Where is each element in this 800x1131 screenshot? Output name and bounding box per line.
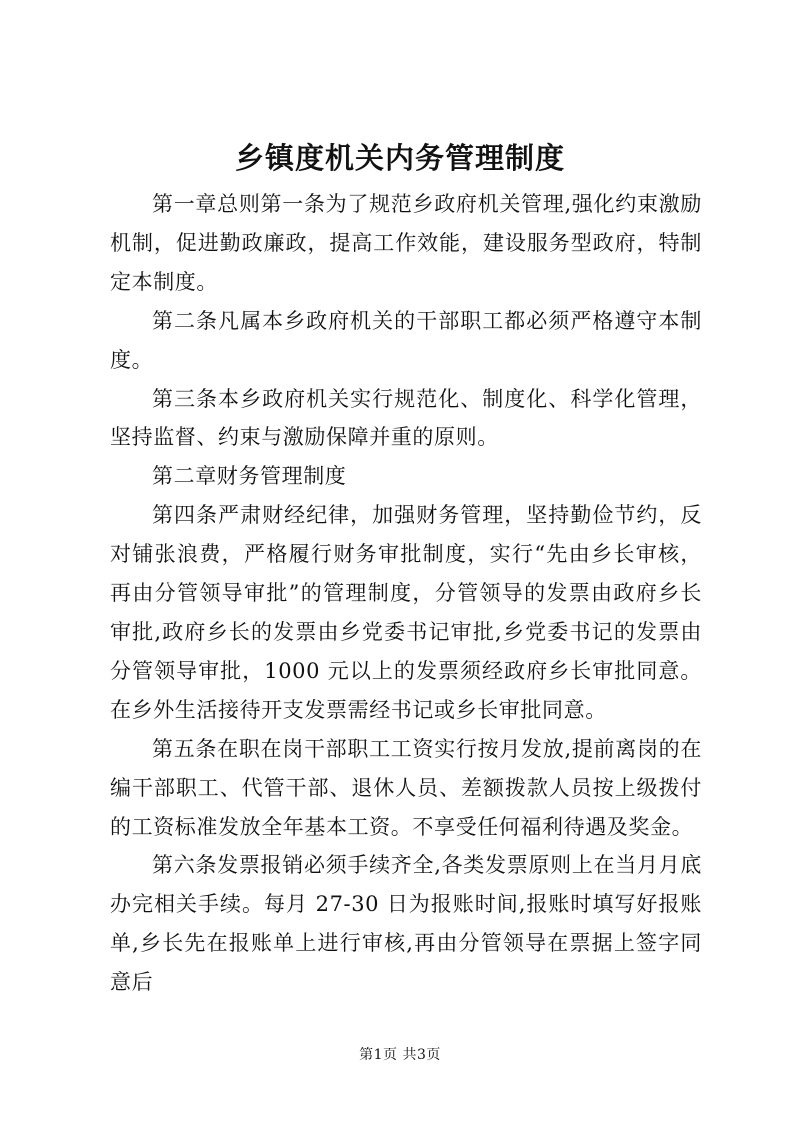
paragraph-article-3: 第三条本乡政府机关实行规范化、制度化、科学化管理，坚持监督、约束与激励保障并重的原则。	[110, 386, 702, 450]
page-footer: 第1页 共3页	[359, 1047, 441, 1063]
paragraph-article-6: 第六条发票报销必须手续齐全,各类发票原则上在当月月底办完相关手续。每月 27-30 日为报账时间,报账时填写好报账单,乡长先在报账单上进行审核,再由分管领导在票据上签字同意后	[110, 853, 702, 995]
chapter-heading-finance: 第二章财务管理制度	[152, 464, 347, 489]
document-body	[110, 185, 702, 1002]
document-title: 乡镇度机关内务管理制度	[234, 141, 565, 175]
paragraph-article-5: 第五条在职在岗干部职工工资实行按月发放,提前离岗的在编干部职工、代管干部、退休人员、差额拨款人员按上级拨付的工资标准发放全年基本工资。不享受任何福利待遇及奖金。	[110, 736, 702, 839]
paragraph-article-4: 第四条严肃财经纪律，加强财务管理，坚持勤俭节约，反对铺张浪费，严格履行财务审批制度，实行“先由乡长审核，再由分管领导审批”的管理制度，分管领导的发票由政府乡长审批,政府乡长的发票由乡党委书记审批,乡党委书记的发票由分管领导审批，1000 元以上的发票须经政府乡长审批同意。在乡外生活接待开支发票需经书记或乡长审批同意。	[110, 503, 702, 722]
paragraph-article-2: 第二条凡属本乡政府机关的干部职工都必须严格遵守本制度。	[110, 308, 702, 372]
paragraph-general-provisions: 第一章总则第一条为了规范乡政府机关管理,强化约束激励机制，促进勤政廉政，提高工作效能，建设服务型政府，特制定本制度。	[110, 192, 702, 294]
